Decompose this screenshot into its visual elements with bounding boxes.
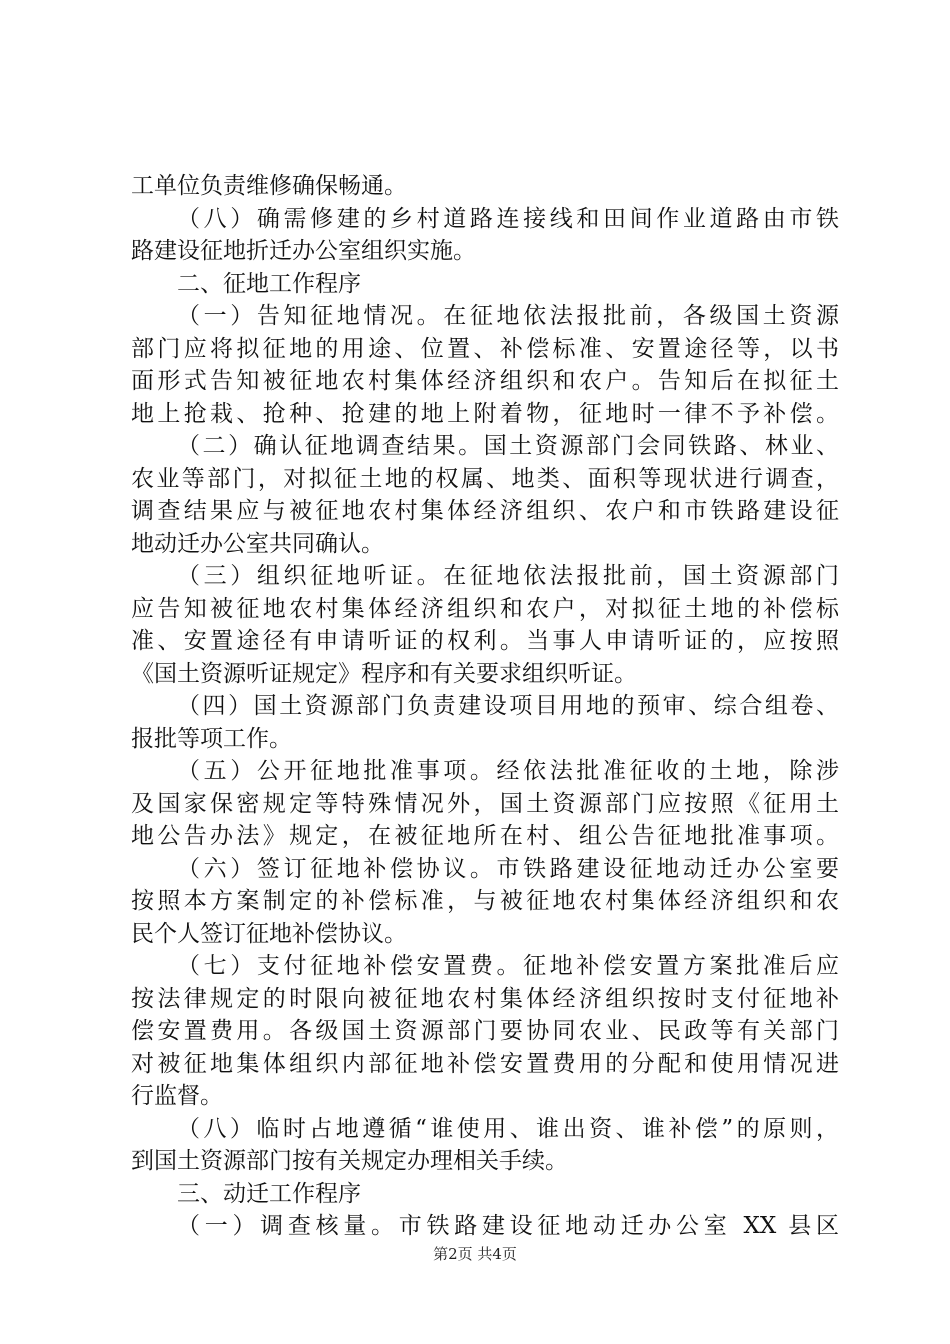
text-line: 《国土资源听证规定》程序和有关要求组织听证。 — [131, 660, 637, 687]
text-line: 报批等项工作。 — [131, 725, 292, 752]
text-line: 三、动迁工作程序 — [177, 1180, 361, 1207]
text-line: 按照本方案制定的补偿标准，与被征地农村集体经济组织和农 — [131, 888, 839, 914]
text-line: （四）国土资源部门负责建设项目用地的预审、综合组卷、 — [177, 693, 839, 719]
text-line: 地公告办法》规定，在被征地所在村、组公告征地批准事项。 — [131, 823, 839, 849]
text-line: 应告知被征地农村集体经济组织和农户，对拟征土地的补偿标 — [131, 595, 839, 622]
text-line: 行监督。 — [131, 1083, 223, 1109]
text-line: 调查结果应与被征地农村集体经济组织、农户和市铁路建设征 — [131, 498, 839, 524]
text-line: 到国土资源部门按有关规定办理相关手续。 — [131, 1148, 568, 1174]
text-line: 及国家保密规定等特殊情况外，国土资源部门应按照《征用土 — [131, 790, 839, 817]
text-line: 民个人签订征地补偿协议。 — [131, 920, 407, 947]
text-line: 面形式告知被征地农村集体经济组织和农户。告知后在拟征土 — [131, 368, 839, 394]
text-line: （三）组织征地听证。在征地依法报批前，国土资源部门 — [177, 563, 839, 589]
text-line: （一）告知征地情况。在征地依法报批前，各级国土资源 — [177, 303, 839, 329]
text-line: 路建设征地折迁办公室组织实施。 — [131, 238, 476, 264]
text-line: 地动迁办公室共同确认。 — [131, 530, 384, 557]
text-line: 部门应将拟征地的用途、位置、补偿标准、安置途径等，以书 — [131, 335, 839, 362]
text-line: （六）签订征地补偿协议。市铁路建设征地动迁办公室要 — [177, 855, 839, 882]
text-line: （二）确认征地调查结果。国土资源部门会同铁路、林业、 — [177, 433, 839, 459]
text-line: （五）公开征地批准事项。经依法批准征收的土地，除涉 — [177, 758, 839, 784]
text-line: 偿安置费用。各级国土资源部门要协同农业、民政等有关部门 — [131, 1018, 839, 1044]
page-footer: 第2页 共4页 — [433, 1245, 517, 1263]
text-line: 农业等部门，对拟征土地的权属、地类、面积等现状进行调查， — [131, 465, 839, 492]
text-line: 对被征地集体组织内部征地补偿安置费用的分配和使用情况进 — [131, 1050, 839, 1077]
text-line: 二、征地工作程序 — [177, 270, 361, 297]
text-line: （八）确需修建的乡村道路连接线和田间作业道路由市铁 — [177, 205, 839, 232]
text-line: （七）支付征地补偿安置费。征地补偿安置方案批准后应 — [177, 953, 839, 979]
document-body — [131, 170, 839, 1243]
text-line: 工单位负责维修确保畅通。 — [131, 173, 407, 199]
text-line: 地上抢栽、抢种、抢建的地上附着物，征地时一律不予补偿。 — [131, 400, 839, 427]
text-line: 按法律规定的时限向被征地农村集体经济组织按时支付征地补 — [131, 985, 839, 1012]
text-line: （八）临时占地遵循“谁使用、谁出资、谁补偿”的原则， — [177, 1115, 839, 1142]
text-line: 准、安置途径有申请听证的权利。当事人申请听证的，应按照 — [131, 628, 839, 654]
text-line: （一）调查核量。市铁路建设征地动迁办公室 XX 县区 — [177, 1213, 839, 1239]
